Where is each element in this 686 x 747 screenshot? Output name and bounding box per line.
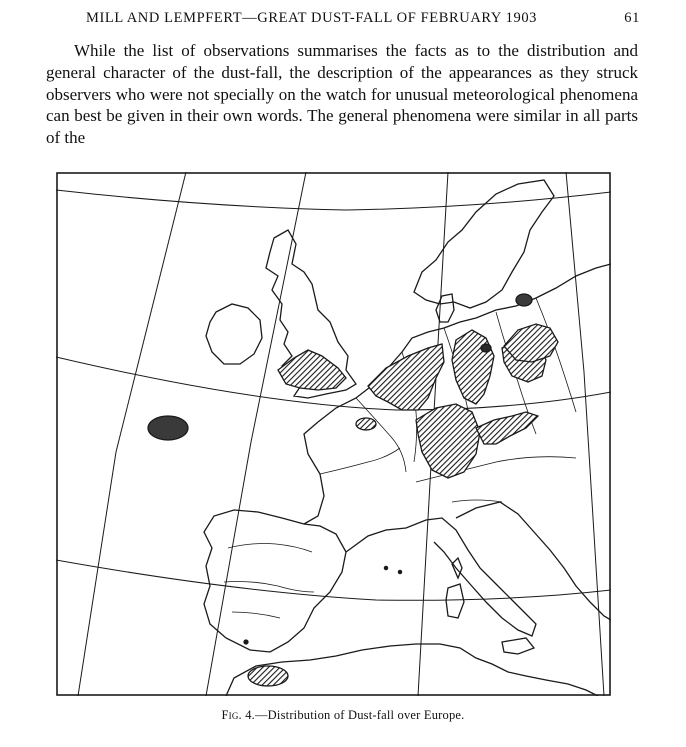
page-number: 61 (624, 10, 640, 26)
island-mark (244, 640, 248, 644)
island-mark (384, 566, 387, 569)
running-header (46, 10, 640, 32)
figure-label: Fig. 4. (221, 708, 255, 722)
dust-area-small (481, 344, 491, 352)
dust-area-atlantic (148, 416, 188, 440)
figure-caption-text: —Distribution of Dust-fall over Europe. (254, 708, 465, 722)
island-mark (398, 570, 401, 573)
europe-map (56, 172, 611, 696)
dust-area-channel (356, 418, 376, 430)
dust-fall-map-figure (56, 172, 611, 696)
dust-area-baltic (516, 294, 532, 306)
body-paragraph: While the list of observations summarises the facts as to the distribution and general character of the dust-fall, the description of the appearances as they struck observers who were not specially on the watch for unusual meteorological phenomena can best be given in their own words. The general phenomena were similar in all parts of the (46, 41, 638, 148)
figure-caption (0, 708, 686, 723)
dust-area-north-africa (248, 666, 288, 686)
map-frame (57, 173, 610, 695)
running-title: MILL AND LEMPFERT—GREAT DUST-FALL OF FEBRUARY 1903 (86, 10, 538, 26)
